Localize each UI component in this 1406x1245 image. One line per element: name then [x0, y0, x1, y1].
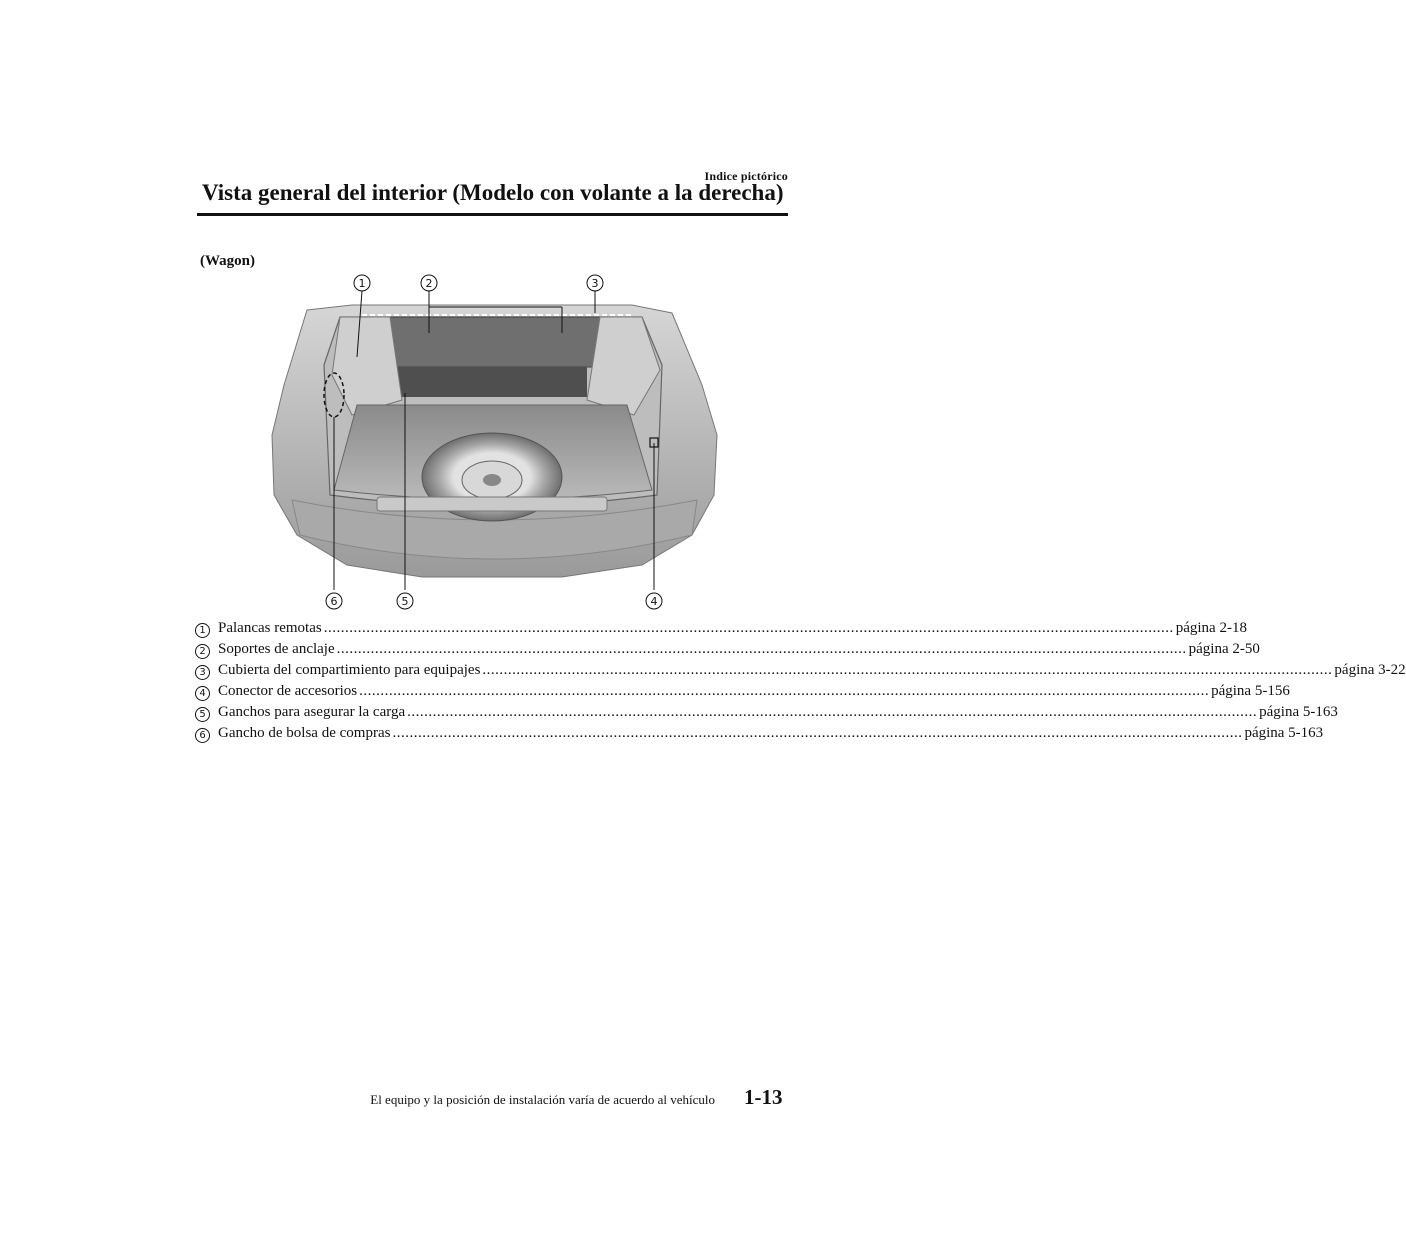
callout-3	[587, 275, 603, 291]
callout-6	[326, 593, 342, 609]
list-item	[195, 683, 1290, 703]
item-label: Cubierta del compartimiento para equipajes	[218, 662, 481, 678]
list-item	[195, 725, 1324, 745]
list-item	[195, 641, 1260, 661]
heading-rule	[197, 213, 788, 216]
item-number: 5	[195, 707, 210, 722]
list-item	[195, 662, 1406, 682]
list-item	[195, 620, 1247, 640]
item-number: 4	[195, 686, 210, 701]
dot-leader: ........................................................................................................................................................................................................	[323, 620, 1174, 636]
item-number: 6	[195, 728, 210, 743]
svg-text:4: 4	[650, 595, 658, 608]
dot-leader: ........................................................................................................................................................................................................	[407, 704, 1258, 720]
callout-4	[646, 593, 662, 609]
item-label: Gancho de bolsa de compras	[218, 725, 391, 741]
callout-2	[421, 275, 437, 291]
item-label: Palancas remotas	[218, 620, 322, 636]
cargo-area-illustration	[262, 265, 722, 615]
page-reference: página 5-163	[1244, 725, 1324, 741]
footer-note: El equipo y la posición de instalación varía de acuerdo al vehículo	[370, 1092, 715, 1107]
page-reference: página 3-22	[1334, 662, 1406, 678]
svg-text:3: 3	[591, 277, 599, 290]
svg-text:2: 2	[425, 277, 433, 290]
callout-1	[354, 275, 370, 291]
item-label: Ganchos para asegurar la carga	[218, 704, 406, 720]
dot-leader: ........................................................................................................................................................................................................	[336, 641, 1187, 657]
figure-variant-label: (Wagon)	[200, 253, 256, 269]
item-number: 3	[195, 665, 210, 680]
item-label: Conector de accesorios	[218, 683, 358, 699]
item-number: 2	[195, 644, 210, 659]
luggage-cover	[390, 317, 600, 367]
svg-text:6: 6	[330, 595, 338, 608]
callout-5	[397, 593, 413, 609]
svg-text:5: 5	[401, 595, 409, 608]
dot-leader: ........................................................................................................................................................................................................	[392, 725, 1243, 741]
dot-leader: ........................................................................................................................................................................................................	[359, 683, 1210, 699]
svg-text:1: 1	[358, 277, 366, 290]
list-item	[195, 704, 1338, 724]
page-reference: página 2-18	[1175, 620, 1247, 636]
page-reference: página 2-50	[1188, 641, 1260, 657]
reference-list	[195, 620, 1406, 746]
page-reference: página 5-163	[1259, 704, 1338, 720]
dot-leader: ........................................................................................................................................................................................................	[482, 662, 1333, 678]
page-number: 1-13	[744, 1085, 783, 1109]
section-label: Indice pictórico	[704, 169, 788, 183]
page-title: Vista general del interior (Modelo con volante a la derecha)	[202, 180, 784, 205]
page-reference: página 5-156	[1211, 683, 1290, 699]
item-label: Soportes de anclaje	[218, 641, 335, 657]
item-number: 1	[195, 623, 210, 638]
